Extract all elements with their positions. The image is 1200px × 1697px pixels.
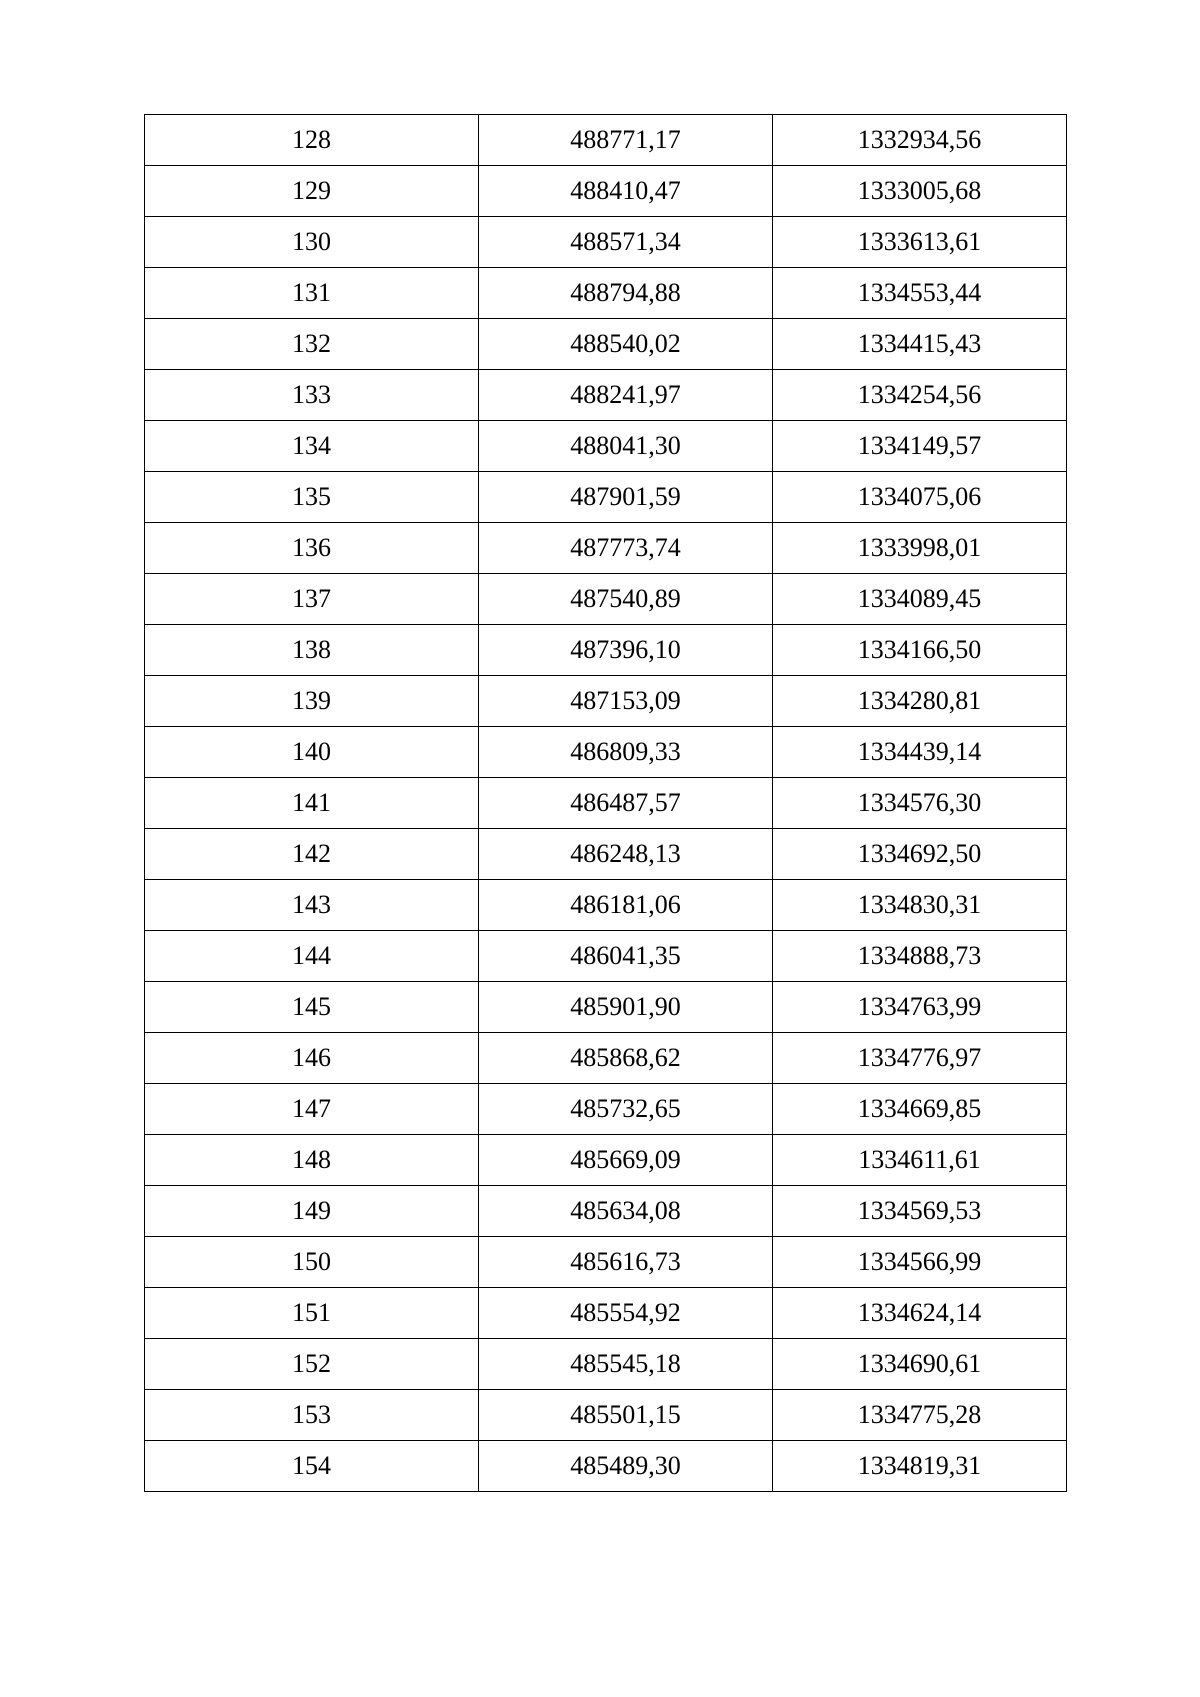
x-coordinate-cell: 485489,30	[479, 1441, 773, 1492]
x-coordinate-cell: 487396,10	[479, 625, 773, 676]
y-coordinate-cell: 1334553,44	[773, 268, 1067, 319]
x-coordinate-cell: 488410,47	[479, 166, 773, 217]
x-coordinate-cell: 487773,74	[479, 523, 773, 574]
y-coordinate-cell: 1334075,06	[773, 472, 1067, 523]
point-number-cell: 150	[145, 1237, 479, 1288]
table-row	[145, 1390, 1067, 1441]
x-coordinate-cell: 485634,08	[479, 1186, 773, 1237]
point-number-cell: 132	[145, 319, 479, 370]
table-row	[145, 778, 1067, 829]
point-number-cell: 133	[145, 370, 479, 421]
point-number-cell: 145	[145, 982, 479, 1033]
table-row	[145, 472, 1067, 523]
y-coordinate-cell: 1333613,61	[773, 217, 1067, 268]
point-number-cell: 129	[145, 166, 479, 217]
point-number-cell: 143	[145, 880, 479, 931]
y-coordinate-cell: 1334776,97	[773, 1033, 1067, 1084]
y-coordinate-cell: 1334280,81	[773, 676, 1067, 727]
table-row	[145, 1186, 1067, 1237]
table-row	[145, 1135, 1067, 1186]
y-coordinate-cell: 1334690,61	[773, 1339, 1067, 1390]
point-number-cell: 152	[145, 1339, 479, 1390]
point-number-cell: 142	[145, 829, 479, 880]
x-coordinate-cell: 488771,17	[479, 115, 773, 166]
y-coordinate-cell: 1334763,99	[773, 982, 1067, 1033]
y-coordinate-cell: 1334692,50	[773, 829, 1067, 880]
x-coordinate-cell: 485554,92	[479, 1288, 773, 1339]
point-number-cell: 131	[145, 268, 479, 319]
table-row	[145, 931, 1067, 982]
point-number-cell: 140	[145, 727, 479, 778]
y-coordinate-cell: 1334611,61	[773, 1135, 1067, 1186]
point-number-cell: 144	[145, 931, 479, 982]
point-number-cell: 139	[145, 676, 479, 727]
point-number-cell: 135	[145, 472, 479, 523]
point-number-cell: 138	[145, 625, 479, 676]
y-coordinate-cell: 1334566,99	[773, 1237, 1067, 1288]
x-coordinate-cell: 488540,02	[479, 319, 773, 370]
y-coordinate-cell: 1334254,56	[773, 370, 1067, 421]
point-number-cell: 134	[145, 421, 479, 472]
y-coordinate-cell: 1334669,85	[773, 1084, 1067, 1135]
table-row	[145, 421, 1067, 472]
point-number-cell: 153	[145, 1390, 479, 1441]
coordinates-table-body	[145, 115, 1067, 1492]
y-coordinate-cell: 1334624,14	[773, 1288, 1067, 1339]
point-number-cell: 148	[145, 1135, 479, 1186]
table-row	[145, 574, 1067, 625]
table-row	[145, 1084, 1067, 1135]
point-number-cell: 154	[145, 1441, 479, 1492]
x-coordinate-cell: 488794,88	[479, 268, 773, 319]
table-row	[145, 1033, 1067, 1084]
x-coordinate-cell: 485616,73	[479, 1237, 773, 1288]
table-row	[145, 727, 1067, 778]
x-coordinate-cell: 485732,65	[479, 1084, 773, 1135]
table-row	[145, 1441, 1067, 1492]
point-number-cell: 149	[145, 1186, 479, 1237]
y-coordinate-cell: 1334439,14	[773, 727, 1067, 778]
y-coordinate-cell: 1334576,30	[773, 778, 1067, 829]
y-coordinate-cell: 1332934,56	[773, 115, 1067, 166]
x-coordinate-cell: 488041,30	[479, 421, 773, 472]
x-coordinate-cell: 486809,33	[479, 727, 773, 778]
x-coordinate-cell: 487540,89	[479, 574, 773, 625]
table-row	[145, 1288, 1067, 1339]
x-coordinate-cell: 486487,57	[479, 778, 773, 829]
table-row	[145, 625, 1067, 676]
x-coordinate-cell: 486181,06	[479, 880, 773, 931]
table-row	[145, 319, 1067, 370]
table-row	[145, 1339, 1067, 1390]
y-coordinate-cell: 1334830,31	[773, 880, 1067, 931]
x-coordinate-cell: 485669,09	[479, 1135, 773, 1186]
table-row	[145, 982, 1067, 1033]
y-coordinate-cell: 1334415,43	[773, 319, 1067, 370]
point-number-cell: 146	[145, 1033, 479, 1084]
table-row	[145, 268, 1067, 319]
x-coordinate-cell: 485545,18	[479, 1339, 773, 1390]
x-coordinate-cell: 486041,35	[479, 931, 773, 982]
table-row	[145, 523, 1067, 574]
table-row	[145, 370, 1067, 421]
point-number-cell: 147	[145, 1084, 479, 1135]
y-coordinate-cell: 1334089,45	[773, 574, 1067, 625]
y-coordinate-cell: 1334149,57	[773, 421, 1067, 472]
table-row	[145, 115, 1067, 166]
x-coordinate-cell: 485901,90	[479, 982, 773, 1033]
y-coordinate-cell: 1334166,50	[773, 625, 1067, 676]
table-row	[145, 829, 1067, 880]
point-number-cell: 130	[145, 217, 479, 268]
table-row	[145, 217, 1067, 268]
point-number-cell: 128	[145, 115, 479, 166]
point-number-cell: 136	[145, 523, 479, 574]
x-coordinate-cell: 486248,13	[479, 829, 773, 880]
y-coordinate-cell: 1334888,73	[773, 931, 1067, 982]
coordinates-table	[144, 114, 1067, 1492]
y-coordinate-cell: 1333005,68	[773, 166, 1067, 217]
x-coordinate-cell: 488241,97	[479, 370, 773, 421]
x-coordinate-cell: 485868,62	[479, 1033, 773, 1084]
x-coordinate-cell: 485501,15	[479, 1390, 773, 1441]
x-coordinate-cell: 488571,34	[479, 217, 773, 268]
point-number-cell: 141	[145, 778, 479, 829]
point-number-cell: 137	[145, 574, 479, 625]
table-row	[145, 676, 1067, 727]
y-coordinate-cell: 1334819,31	[773, 1441, 1067, 1492]
point-number-cell: 151	[145, 1288, 479, 1339]
y-coordinate-cell: 1334775,28	[773, 1390, 1067, 1441]
y-coordinate-cell: 1333998,01	[773, 523, 1067, 574]
y-coordinate-cell: 1334569,53	[773, 1186, 1067, 1237]
x-coordinate-cell: 487901,59	[479, 472, 773, 523]
x-coordinate-cell: 487153,09	[479, 676, 773, 727]
table-row	[145, 1237, 1067, 1288]
table-row	[145, 166, 1067, 217]
table-row	[145, 880, 1067, 931]
